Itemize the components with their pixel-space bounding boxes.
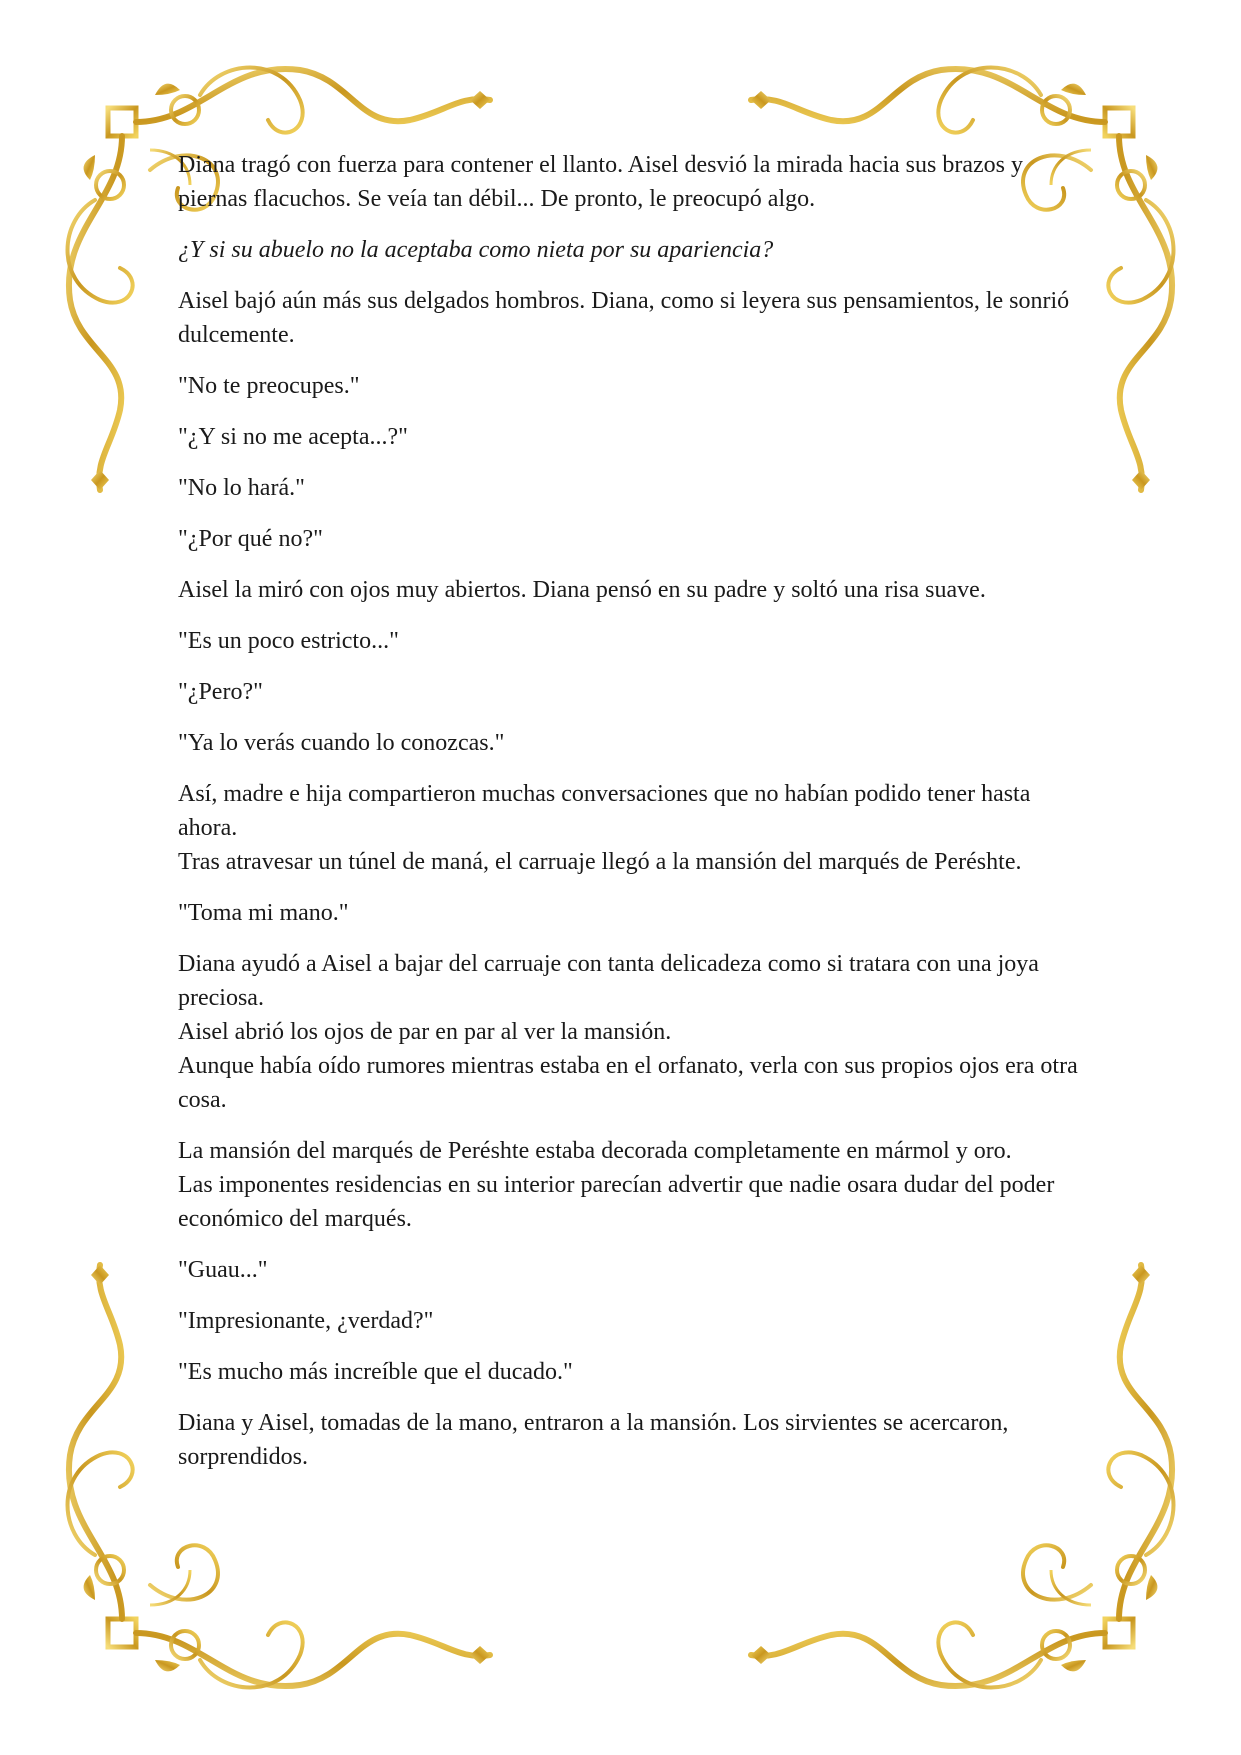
paragraph-line: Diana ayudó a Aisel a bajar del carruaje con tanta delicadeza como si tratara con una joya preciosa. xyxy=(178,951,1039,1011)
paragraph xyxy=(178,1253,1078,1287)
paragraph xyxy=(178,777,1078,879)
paragraph-line: Aisel abrió los ojos de par en par al ver la mansión. xyxy=(178,1019,672,1045)
story-text xyxy=(178,148,1078,1491)
paragraph-line: "Guau..." xyxy=(178,1257,268,1283)
paragraph xyxy=(178,896,1078,930)
paragraph xyxy=(178,1355,1078,1389)
paragraph-line: "¿Por qué no?" xyxy=(178,526,323,552)
paragraph xyxy=(178,1134,1078,1236)
paragraph-line: "Ya lo verás cuando lo conozcas." xyxy=(178,730,505,756)
paragraph-line: "No lo hará." xyxy=(178,475,305,501)
paragraph xyxy=(178,573,1078,607)
paragraph xyxy=(178,420,1078,454)
paragraph xyxy=(178,471,1078,505)
paragraph-line: Las imponentes residencias en su interior parecían advertir que nadie osara dudar del poder económico del marqués. xyxy=(178,1172,1055,1232)
paragraph-line: La mansión del marqués de Peréshte estaba decorada completamente en mármol y oro. xyxy=(178,1138,1012,1164)
italic-thought-paragraph xyxy=(178,233,1078,267)
paragraph xyxy=(178,148,1078,216)
paragraph-line: "Impresionante, ¿verdad?" xyxy=(178,1308,434,1334)
paragraph-line: ¿Y si su abuelo no la aceptaba como nieta por su apariencia? xyxy=(178,237,774,263)
paragraph xyxy=(178,726,1078,760)
paragraph-line: Diana y Aisel, tomadas de la mano, entraron a la mansión. Los sirvientes se acercaron, sorprendidos. xyxy=(178,1410,1009,1470)
paragraph xyxy=(178,369,1078,403)
paragraph-line: Aisel bajó aún más sus delgados hombros. Diana, como si leyera sus pensamientos, le sonrió dulcemente. xyxy=(178,288,1070,348)
paragraph-line: "Es mucho más increíble que el ducado." xyxy=(178,1359,573,1385)
paragraph-line: Aisel la miró con ojos muy abiertos. Diana pensó en su padre y soltó una risa suave. xyxy=(178,577,986,603)
paragraph-line: "Es un poco estricto..." xyxy=(178,628,399,654)
paragraph-line: Así, madre e hija compartieron muchas conversaciones que no habían podido tener hasta ahora. xyxy=(178,781,1031,841)
paragraph-line: "¿Pero?" xyxy=(178,679,263,705)
paragraph xyxy=(178,624,1078,658)
paragraph-line: Diana tragó con fuerza para contener el llanto. Aisel desvió la mirada hacia sus brazos y piernas flacuchos. Se veía tan débil... De pronto, le preocupó algo. xyxy=(178,152,1023,212)
paragraph xyxy=(178,675,1078,709)
paragraph xyxy=(178,947,1078,1117)
paragraph-line: "Toma mi mano." xyxy=(178,900,349,926)
paragraph xyxy=(178,284,1078,352)
paragraph-line: "No te preocupes." xyxy=(178,373,360,399)
paragraph-line: "¿Y si no me acepta...?" xyxy=(178,424,408,450)
paragraph xyxy=(178,522,1078,556)
paragraph-line: Tras atravesar un túnel de maná, el carruaje llegó a la mansión del marqués de Peréshte. xyxy=(178,849,1022,875)
paragraph xyxy=(178,1406,1078,1474)
paragraph-line: Aunque había oído rumores mientras estaba en el orfanato, verla con sus propios ojos era otra cosa. xyxy=(178,1053,1078,1113)
paragraph xyxy=(178,1304,1078,1338)
